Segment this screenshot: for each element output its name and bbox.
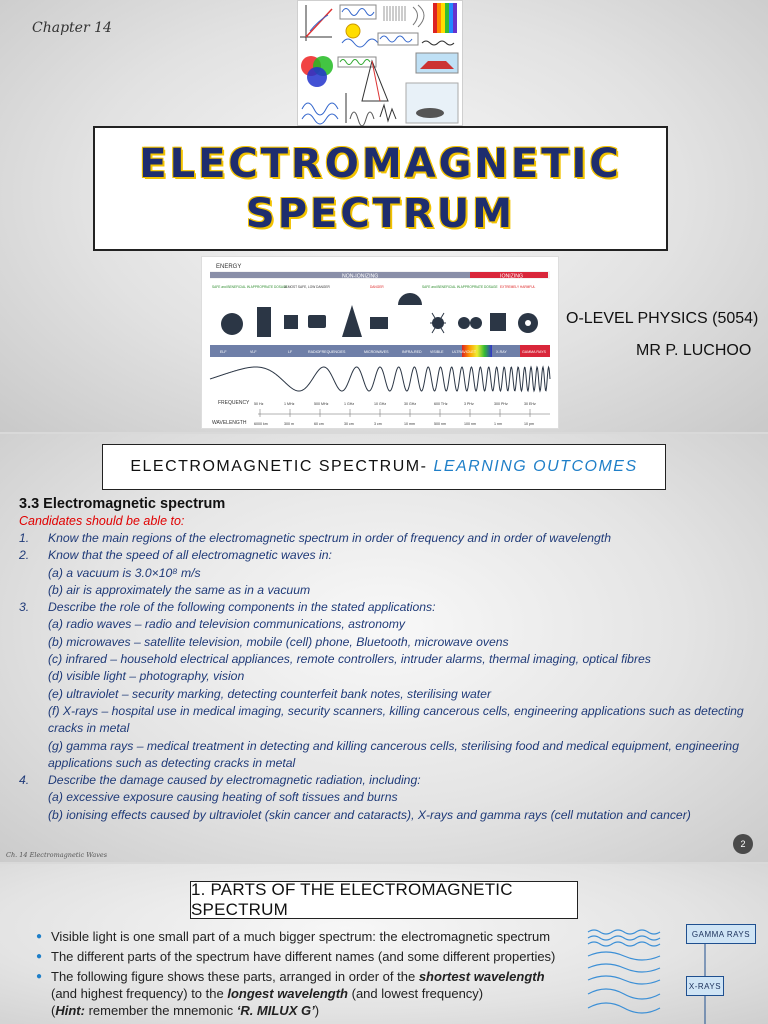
title-slide [0, 0, 768, 432]
wavelength-tick-label: 10 pm [524, 422, 534, 426]
band-gamma: GAMMA RAYS [522, 350, 546, 354]
outcome-row [19, 720, 759, 737]
outcome-row [19, 616, 759, 633]
bullet-item [36, 948, 576, 965]
outcome-text: (a) radio waves – radio and television communications, astronomy [48, 617, 405, 632]
frequency-tick-label: 300 PHz [494, 402, 508, 406]
slide-footer: Ch. 14 Electromagnetic Waves [6, 851, 108, 859]
lo-title-accent: LEARNING OUTCOMES [433, 458, 638, 475]
wavelength-tick-label: 100 nm [464, 422, 476, 426]
bullet-dot-icon: ● [36, 951, 43, 962]
outcome-row [19, 807, 759, 824]
title-line-2: SPECTRUM [245, 190, 516, 237]
outcome-row [19, 634, 759, 651]
band-infrared: INFRA-RED [402, 350, 422, 354]
safety-label-3: DANGER [370, 285, 384, 289]
outcome-number [19, 634, 48, 651]
bullet3-part-h: remember the mnemonic [88, 1003, 234, 1018]
outcome-text: (e) ultraviolet – security marking, detecting counterfeit bank notes, sterilising water [48, 686, 492, 701]
safety-label-4: SAFE and BENEFICIAL IN APPROPRIATE DOSAGE [422, 285, 498, 289]
frequency-tick-label: 1 GHz [344, 402, 355, 406]
band-microwaves: MICROWAVES [364, 350, 389, 354]
bullet3-shortest-wavelength: shortest wavelength [418, 969, 545, 984]
teacher-name: MR P. LUCHOO [636, 342, 752, 359]
wavelength-tick-label: 30 cm [344, 422, 354, 426]
band-xray: X-RAY [496, 350, 507, 354]
learning-outcomes-content [19, 495, 759, 824]
outcome-text: (a) excessive exposure causing heating of soft tissues and burns [48, 790, 398, 805]
parts-title-box: 1. PARTS OF THE ELECTROMAGNETIC SPECTRUM [190, 881, 578, 919]
gamma-rays-label: GAMMA RAYS [686, 924, 756, 944]
candidates-intro: Candidates should be able to: [19, 514, 185, 528]
non-ionizing-label: NON-IONIZING [342, 273, 379, 280]
bullet-list [36, 928, 576, 1022]
outcome-number [19, 616, 48, 633]
bullet-text-2: The different parts of the spectrum have different names (and some different properties) [51, 949, 556, 964]
outcome-number: 3. [19, 600, 30, 615]
bullet-item [36, 968, 576, 1019]
wavelength-label: WAVELENGTH [212, 420, 247, 426]
outcome-text: (b) ionising effects caused by ultraviolet (skin cancer and cataracts), X-rays and gamma rays (cell mutation and cancer) [48, 807, 691, 822]
outcome-number [19, 720, 48, 737]
frequency-tick-label: 30 GHz [404, 402, 417, 406]
outcome-row [19, 547, 759, 564]
outcome-number [19, 565, 48, 582]
outcome-text: (g) gamma rays – medical treatment in detecting and killing cancerous cells, sterilising food and medical equipment, engineering [48, 738, 739, 753]
spectrum-parts-diagram [586, 904, 766, 1024]
outcome-row [19, 565, 759, 582]
page-number-badge: 2 [733, 834, 753, 854]
bullet-dot-icon: ● [36, 931, 43, 942]
outcome-number: 1. [19, 531, 30, 545]
outcome-number [19, 703, 48, 720]
energy-label: ENERGY [216, 264, 242, 270]
collage-graphic [298, 1, 464, 127]
outcome-text: Describe the role of the following components in the stated applications: [48, 600, 436, 615]
outcome-row [19, 738, 759, 755]
safety-label-2: ALMOST SAFE, LOW DANGER [284, 285, 330, 289]
outcome-row [19, 755, 759, 772]
frequency-tick-label: 500 MHz [314, 402, 329, 406]
outcome-text: Know that the speed of all electromagnetic waves in: [48, 548, 332, 563]
parts-slide [0, 864, 768, 1024]
outcome-text: (b) air is approximately the same as in a vacuum [48, 582, 311, 597]
learning-outcomes-slide [0, 434, 768, 862]
outcome-row [19, 651, 759, 668]
bullet3-part-c: (and highest frequency) to the [51, 986, 224, 1001]
outcome-number [19, 686, 48, 703]
band-radio: RADIOFREQUENCIES [308, 350, 346, 354]
bullet3-longest-wavelength: longest wavelength [227, 986, 348, 1001]
lo-title-main: ELECTROMAGNETIC SPECTRUM- [130, 458, 428, 475]
bullet3-part-e: (and lowest frequency) [351, 986, 484, 1001]
outcome-number [19, 582, 48, 599]
safety-label-5: EXTREMELY HARMFUL [500, 285, 536, 289]
wavelength-tick-label: 1 nm [494, 422, 502, 426]
frequency-tick-label: 3 PHz [464, 402, 474, 406]
outcome-row [19, 668, 759, 685]
frequency-tick-label: 600 THz [434, 402, 448, 406]
wavelength-tick-label: 3 cm [374, 422, 382, 426]
outcome-number: 4. [19, 773, 30, 788]
wavelength-tick-label: 6000 km [254, 422, 268, 426]
wave-diagram [586, 904, 766, 1024]
bullet3-close-paren: ) [314, 1003, 320, 1018]
spectrum-graphic [202, 257, 560, 430]
course-code: O-LEVEL PHYSICS (5054) [566, 310, 759, 327]
outcome-row [19, 789, 759, 806]
outcome-number [19, 738, 48, 755]
bullet-dot-icon: ● [36, 971, 43, 982]
wavelength-tick-label: 300 m [284, 422, 294, 426]
bullet3-mnemonic: ‘R. MILUX G’ [236, 1003, 315, 1018]
learning-outcomes-title-box [102, 444, 666, 490]
outcome-number [19, 807, 48, 824]
bullet3-hint: Hint: [55, 1003, 85, 1018]
outcome-text: (d) visible light – photography, vision [48, 669, 245, 684]
outcome-row [19, 703, 759, 720]
frequency-label: FREQUENCY [218, 400, 250, 406]
bullet-text-3 [51, 968, 545, 1019]
band-uv: ULTRAVIOLET [452, 350, 477, 354]
outcome-text: cracks in metal [48, 721, 130, 736]
x-rays-label: X-RAYS [686, 976, 724, 996]
section-heading: 3.3 Electromagnetic spectrum [19, 496, 226, 512]
outcome-number [19, 755, 48, 772]
outcome-text: Know the main regions of the electromagnetic spectrum in order of frequency and in order of wavelength [48, 531, 611, 545]
band-vlf: VLF [250, 350, 257, 354]
physics-collage-image [297, 0, 463, 126]
wavelength-tick-label: 10 mm [404, 422, 415, 426]
frequency-tick-label: 30 EHz [524, 402, 536, 406]
outcome-text: (c) infrared – household electrical appliances, remote controllers, intruder alarms, thermal imaging, optical fibres [48, 652, 651, 667]
title-line-1: ELECTROMAGNETIC [139, 140, 622, 187]
outcome-row [19, 772, 759, 789]
wavelength-tick-label: 500 nm [434, 422, 446, 426]
outcome-number [19, 789, 48, 806]
bullet-text-1: Visible light is one small part of a much bigger spectrum: the electromagnetic spectrum [51, 929, 551, 944]
outcome-row [19, 582, 759, 599]
bullet3-open-paren: ( [51, 1003, 56, 1018]
frequency-tick-label: 1 MHz [284, 402, 295, 406]
outcome-text: Describe the damage caused by electromagnetic radiation, including: [48, 773, 421, 788]
bullet3-part-a: The following figure shows these parts, arranged in order of the [51, 969, 416, 984]
outcome-list [19, 530, 759, 824]
outcome-number: 2. [19, 548, 30, 563]
outcome-row [19, 530, 759, 547]
outcome-text: (b) microwaves – satellite television, mobile (cell) phone, Bluetooth, microwave ovens [48, 634, 509, 649]
chapter-label: Chapter 14 [32, 20, 112, 36]
safety-label-1: SAFE and BENEFICIAL IN APPROPRIATE DOSAGE [212, 285, 288, 289]
outcome-number [19, 668, 48, 685]
outcome-row [19, 599, 759, 616]
bullet-item [36, 928, 576, 945]
em-spectrum-figure [201, 256, 559, 429]
outcome-text: applications such as detecting cracks in metal [48, 755, 296, 770]
outcome-number [19, 651, 48, 668]
band-lf: LF [288, 350, 293, 354]
outcome-text: (f) X-rays – hospital use in medical imaging, security scanners, killing cancerous cells, engineering applications such as detecting [48, 703, 744, 718]
wavelength-tick-label: 60 cm [314, 422, 324, 426]
frequency-tick-label: 10 GHz [374, 402, 387, 406]
band-elf: ELF [220, 350, 227, 354]
ionizing-label: IONIZING [500, 273, 524, 280]
outcome-text: (a) a vacuum is 3.0×10⁸ m/s [48, 565, 201, 580]
frequency-tick-label: 50 Hz [254, 402, 264, 406]
outcome-row [19, 686, 759, 703]
slide-title-box [93, 126, 668, 251]
band-visible: VISIBLE [430, 350, 444, 354]
